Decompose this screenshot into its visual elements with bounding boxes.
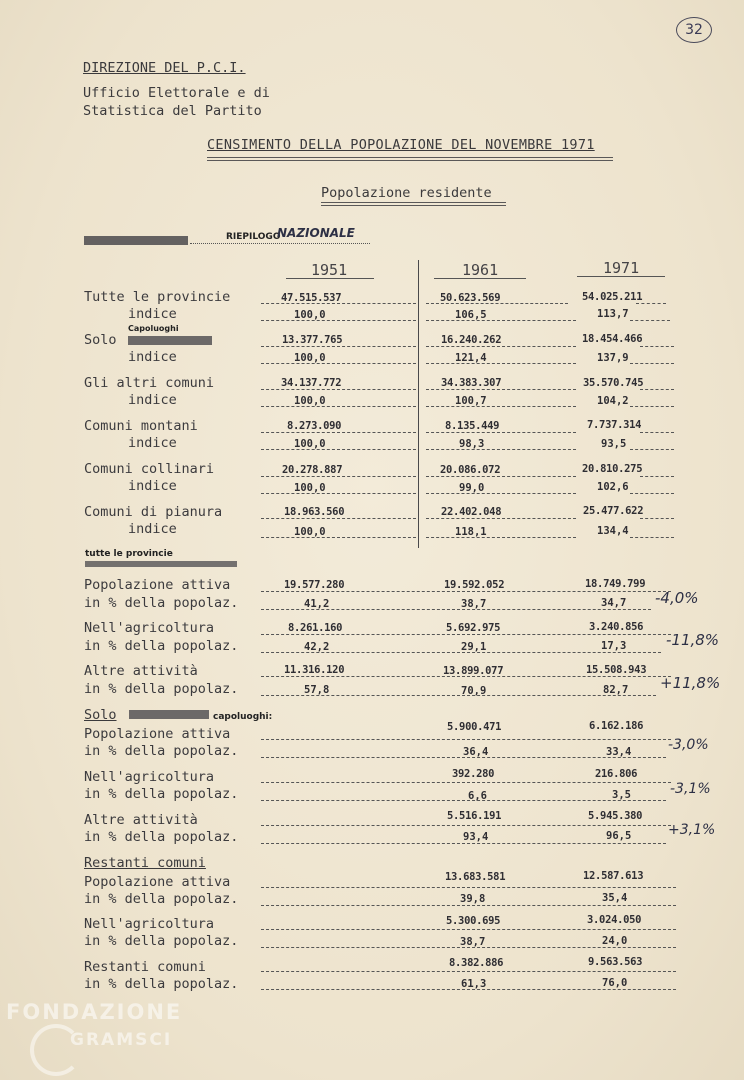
dash-line: [426, 432, 576, 433]
dash-line: [426, 303, 568, 304]
riepilogo-handwritten: NAZIONALE: [277, 226, 355, 240]
dash-line: [426, 320, 576, 321]
year-1951: 1951: [311, 261, 348, 279]
row-label: Comuni collinari: [84, 461, 215, 477]
row-label: in % della popolaz.: [84, 891, 239, 907]
row-label: Nell'agricoltura: [84, 916, 215, 932]
dash-line: [640, 432, 674, 433]
value-cell: 35,4: [602, 892, 628, 904]
value-cell: 22.402.048: [441, 506, 502, 518]
handwritten-note: -3,1%: [670, 781, 711, 797]
row-label: in % della popolaz.: [84, 743, 239, 759]
row-label: Popolazione attiva: [84, 874, 231, 890]
value-cell: 15.508.943: [586, 664, 647, 676]
value-cell: 19.577.280: [284, 579, 345, 591]
row-label: Popolazione attiva: [84, 577, 231, 593]
value-cell: 113,7: [597, 308, 629, 320]
value-cell: 38,7: [460, 936, 486, 948]
struck-out-word: [129, 710, 209, 719]
value-cell: 392.280: [452, 768, 495, 780]
value-cell: 121,4: [455, 352, 487, 364]
row-label: indice: [128, 478, 177, 494]
row-label: indice: [128, 306, 177, 322]
value-cell: 24,0: [602, 935, 628, 947]
value-cell: 100,0: [294, 482, 326, 494]
value-cell: 47.515.537: [281, 292, 342, 304]
handwritten-note: +3,1%: [668, 822, 716, 838]
row-label: Altre attività: [84, 663, 198, 679]
dash-line: [640, 518, 674, 519]
dash-line: [261, 363, 416, 364]
dash-line: [630, 320, 670, 321]
document-title: CENSIMENTO DELLA POPOLAZIONE DEL NOVEMBRE 1971: [207, 137, 595, 153]
value-cell: 70,9: [461, 685, 487, 697]
value-cell: 5.300.695: [446, 915, 501, 927]
dash-line: [261, 609, 651, 610]
value-cell: 76,0: [602, 977, 628, 989]
dash-line: [261, 739, 671, 740]
value-cell: 61,3: [461, 978, 487, 990]
value-cell: 98,3: [459, 438, 485, 450]
dash-line: [630, 363, 674, 364]
value-cell: 36,4: [463, 746, 489, 758]
value-cell: 5.516.191: [447, 810, 502, 822]
dash-line: [261, 303, 416, 304]
dash-line: [426, 476, 576, 477]
dash-line: [261, 989, 676, 990]
subtitle-double-underline: [321, 202, 506, 206]
dash-line: [261, 695, 656, 696]
dash-line: [261, 493, 416, 494]
value-cell: 18.454.466: [582, 333, 643, 345]
handwritten-note: -3,0%: [668, 737, 709, 753]
value-cell: 8.135.449: [445, 420, 500, 432]
value-cell: 3.024.050: [587, 914, 642, 926]
row-label: in % della popolaz.: [84, 786, 239, 802]
dash-line: [426, 406, 576, 407]
row-label: Gli altri comuni: [84, 375, 215, 391]
row-label: in % della popolaz.: [84, 829, 239, 845]
dash-line: [261, 929, 676, 930]
dash-line: [261, 887, 676, 888]
value-cell: 96,5: [606, 830, 632, 842]
title-double-underline: [207, 157, 613, 161]
row-label: Popolazione attiva: [84, 726, 231, 742]
value-cell: 137,9: [597, 352, 629, 364]
watermark-line-2: GRAMSCI: [70, 1030, 173, 1050]
section2-stamp: capoluoghi:: [213, 712, 273, 722]
row-label: indice: [128, 521, 177, 537]
column-divider: [418, 260, 419, 548]
row-label: Restanti comuni: [84, 959, 206, 975]
year-1961: 1961: [462, 261, 499, 279]
value-cell: 18.749.799: [585, 578, 646, 590]
value-cell: 100,7: [455, 395, 487, 407]
dash-line: [261, 782, 671, 783]
dash-line: [261, 476, 416, 477]
dash-line: [261, 825, 671, 826]
dash-line: [426, 493, 576, 494]
office-line-1: Ufficio Elettorale e di: [83, 85, 270, 101]
section3-title: Restanti comuni: [84, 855, 206, 871]
capoluoghi-note: Capoluoghi: [128, 324, 179, 333]
value-cell: 29,1: [461, 641, 487, 653]
year-1971: 1971: [603, 259, 640, 277]
value-cell: 100,0: [294, 352, 326, 364]
value-cell: 9.563.563: [588, 956, 643, 968]
dash-line: [261, 971, 676, 972]
dash-line: [261, 346, 416, 347]
row-label: indice: [128, 392, 177, 408]
row-label: in % della popolaz.: [84, 638, 239, 654]
dash-line: [426, 389, 576, 390]
value-cell: 6.162.186: [589, 720, 644, 732]
office-line-2: Statistica del Partito: [83, 103, 262, 119]
dash-line: [261, 905, 676, 906]
dash-line: [261, 591, 671, 592]
value-cell: 5.945.380: [588, 810, 643, 822]
value-cell: 106,5: [455, 309, 487, 321]
struck-out-word: [128, 336, 212, 345]
value-cell: 20.810.275: [582, 463, 643, 475]
value-cell: 13.899.077: [443, 665, 504, 677]
riepilogo-stamp: RIEPILOGO: [226, 232, 281, 242]
value-cell: 18.963.560: [284, 506, 345, 518]
value-cell: 39,8: [460, 893, 486, 905]
value-cell: 134,4: [597, 525, 629, 537]
dash-line: [630, 537, 674, 538]
value-cell: 34.383.307: [441, 377, 502, 389]
dash-line: [261, 389, 416, 390]
value-cell: 93,5: [601, 438, 627, 450]
value-cell: 6,6: [468, 790, 487, 802]
value-cell: 33,4: [606, 746, 632, 758]
value-cell: 34.137.772: [281, 377, 342, 389]
row-label: Comuni montani: [84, 418, 198, 434]
dash-line: [261, 634, 671, 635]
handwritten-note: +11,8%: [660, 674, 721, 692]
row-label: in % della popolaz.: [84, 595, 239, 611]
value-cell: 100,0: [294, 526, 326, 538]
dash-line: [426, 537, 576, 538]
value-cell: 8.261.160: [288, 622, 343, 634]
value-cell: 216.806: [595, 768, 638, 780]
value-cell: 34,7: [601, 597, 627, 609]
dash-line: [426, 449, 576, 450]
value-cell: 100,0: [294, 395, 326, 407]
value-cell: 8.273.090: [287, 420, 342, 432]
value-cell: 57,8: [304, 684, 330, 696]
org-name: DIREZIONE DEL P.C.I.: [83, 60, 246, 76]
dash-line: [261, 537, 416, 538]
dash-line: [261, 518, 416, 519]
value-cell: 20.278.887: [282, 464, 343, 476]
year-1971-underline: [577, 276, 665, 277]
page-number-circle: [676, 17, 712, 43]
value-cell: 102,6: [597, 481, 629, 493]
value-cell: 3,5: [612, 789, 631, 801]
row-label: Solo: [84, 332, 117, 348]
value-cell: 5.692.975: [446, 622, 501, 634]
dash-line: [426, 346, 576, 347]
value-cell: 12.587.613: [583, 870, 644, 882]
row-label: indice: [128, 349, 177, 365]
dash-line: [261, 432, 416, 433]
value-cell: 13.683.581: [445, 871, 506, 883]
value-cell: 104,2: [597, 395, 629, 407]
dash-line: [426, 518, 576, 519]
dash-line: [630, 449, 674, 450]
page-number: 32: [685, 22, 703, 38]
dash-line: [261, 757, 666, 758]
dash-line: [630, 406, 674, 407]
value-cell: 7.737.314: [587, 419, 642, 431]
value-cell: 17,3: [601, 640, 627, 652]
row-label: Nell'agricoltura: [84, 620, 215, 636]
value-cell: 3.240.856: [589, 621, 644, 633]
value-cell: 13.377.765: [282, 334, 343, 346]
row-label: in % della popolaz.: [84, 933, 239, 949]
value-cell: 118,1: [455, 526, 487, 538]
riepilogo-dots: [190, 243, 370, 244]
row-label: Comuni di pianura: [84, 504, 223, 520]
section2-title: Solo: [84, 707, 117, 723]
row-label: in % della popolaz.: [84, 681, 239, 697]
value-cell: 11.316.120: [284, 664, 345, 676]
dash-line: [640, 389, 674, 390]
handwritten-note: -11,8%: [666, 631, 720, 649]
struck-out-word: [84, 236, 188, 245]
dash-line: [630, 493, 674, 494]
dash-line: [636, 303, 666, 304]
dash-line: [261, 449, 416, 450]
dash-line: [426, 363, 576, 364]
year-1951-underline: [286, 278, 374, 279]
value-cell: 54.025.211: [582, 291, 643, 303]
row-label: indice: [128, 435, 177, 451]
year-1961-underline: [434, 278, 526, 279]
row-label: Tutte le provincie: [84, 289, 231, 305]
dash-line: [640, 346, 674, 347]
struck-out-word: [85, 561, 237, 567]
value-cell: 41,2: [304, 598, 330, 610]
handwritten-note: -4,0%: [655, 589, 699, 607]
value-cell: 99,0: [459, 482, 485, 494]
value-cell: 38,7: [461, 598, 487, 610]
value-cell: 25.477.622: [583, 505, 644, 517]
dash-line: [640, 476, 674, 477]
value-cell: 8.382.886: [449, 957, 504, 969]
value-cell: 93,4: [463, 831, 489, 843]
value-cell: 42,2: [304, 641, 330, 653]
value-cell: 82,7: [603, 684, 629, 696]
dash-line: [261, 800, 666, 801]
dash-line: [261, 843, 666, 844]
watermark-line-1: FONDAZIONE: [6, 1000, 183, 1024]
value-cell: 20.086.072: [440, 464, 501, 476]
value-cell: 100,0: [294, 309, 326, 321]
value-cell: 50.623.569: [440, 292, 501, 304]
dash-line: [261, 652, 661, 653]
value-cell: 35.570.745: [583, 377, 644, 389]
dash-line: [261, 320, 416, 321]
row-label: Altre attività: [84, 812, 198, 828]
row-label: Nell'agricoltura: [84, 769, 215, 785]
dash-line: [261, 676, 671, 677]
value-cell: 19.592.052: [444, 579, 505, 591]
dash-line: [261, 406, 416, 407]
value-cell: 100,0: [294, 438, 326, 450]
row-label: in % della popolaz.: [84, 976, 239, 992]
value-cell: 16.240.262: [441, 334, 502, 346]
value-cell: 5.900.471: [447, 721, 502, 733]
document-subtitle: Popolazione residente: [321, 185, 492, 201]
section1-stamp: tutte le provincie: [85, 549, 173, 559]
dash-line: [261, 947, 676, 948]
